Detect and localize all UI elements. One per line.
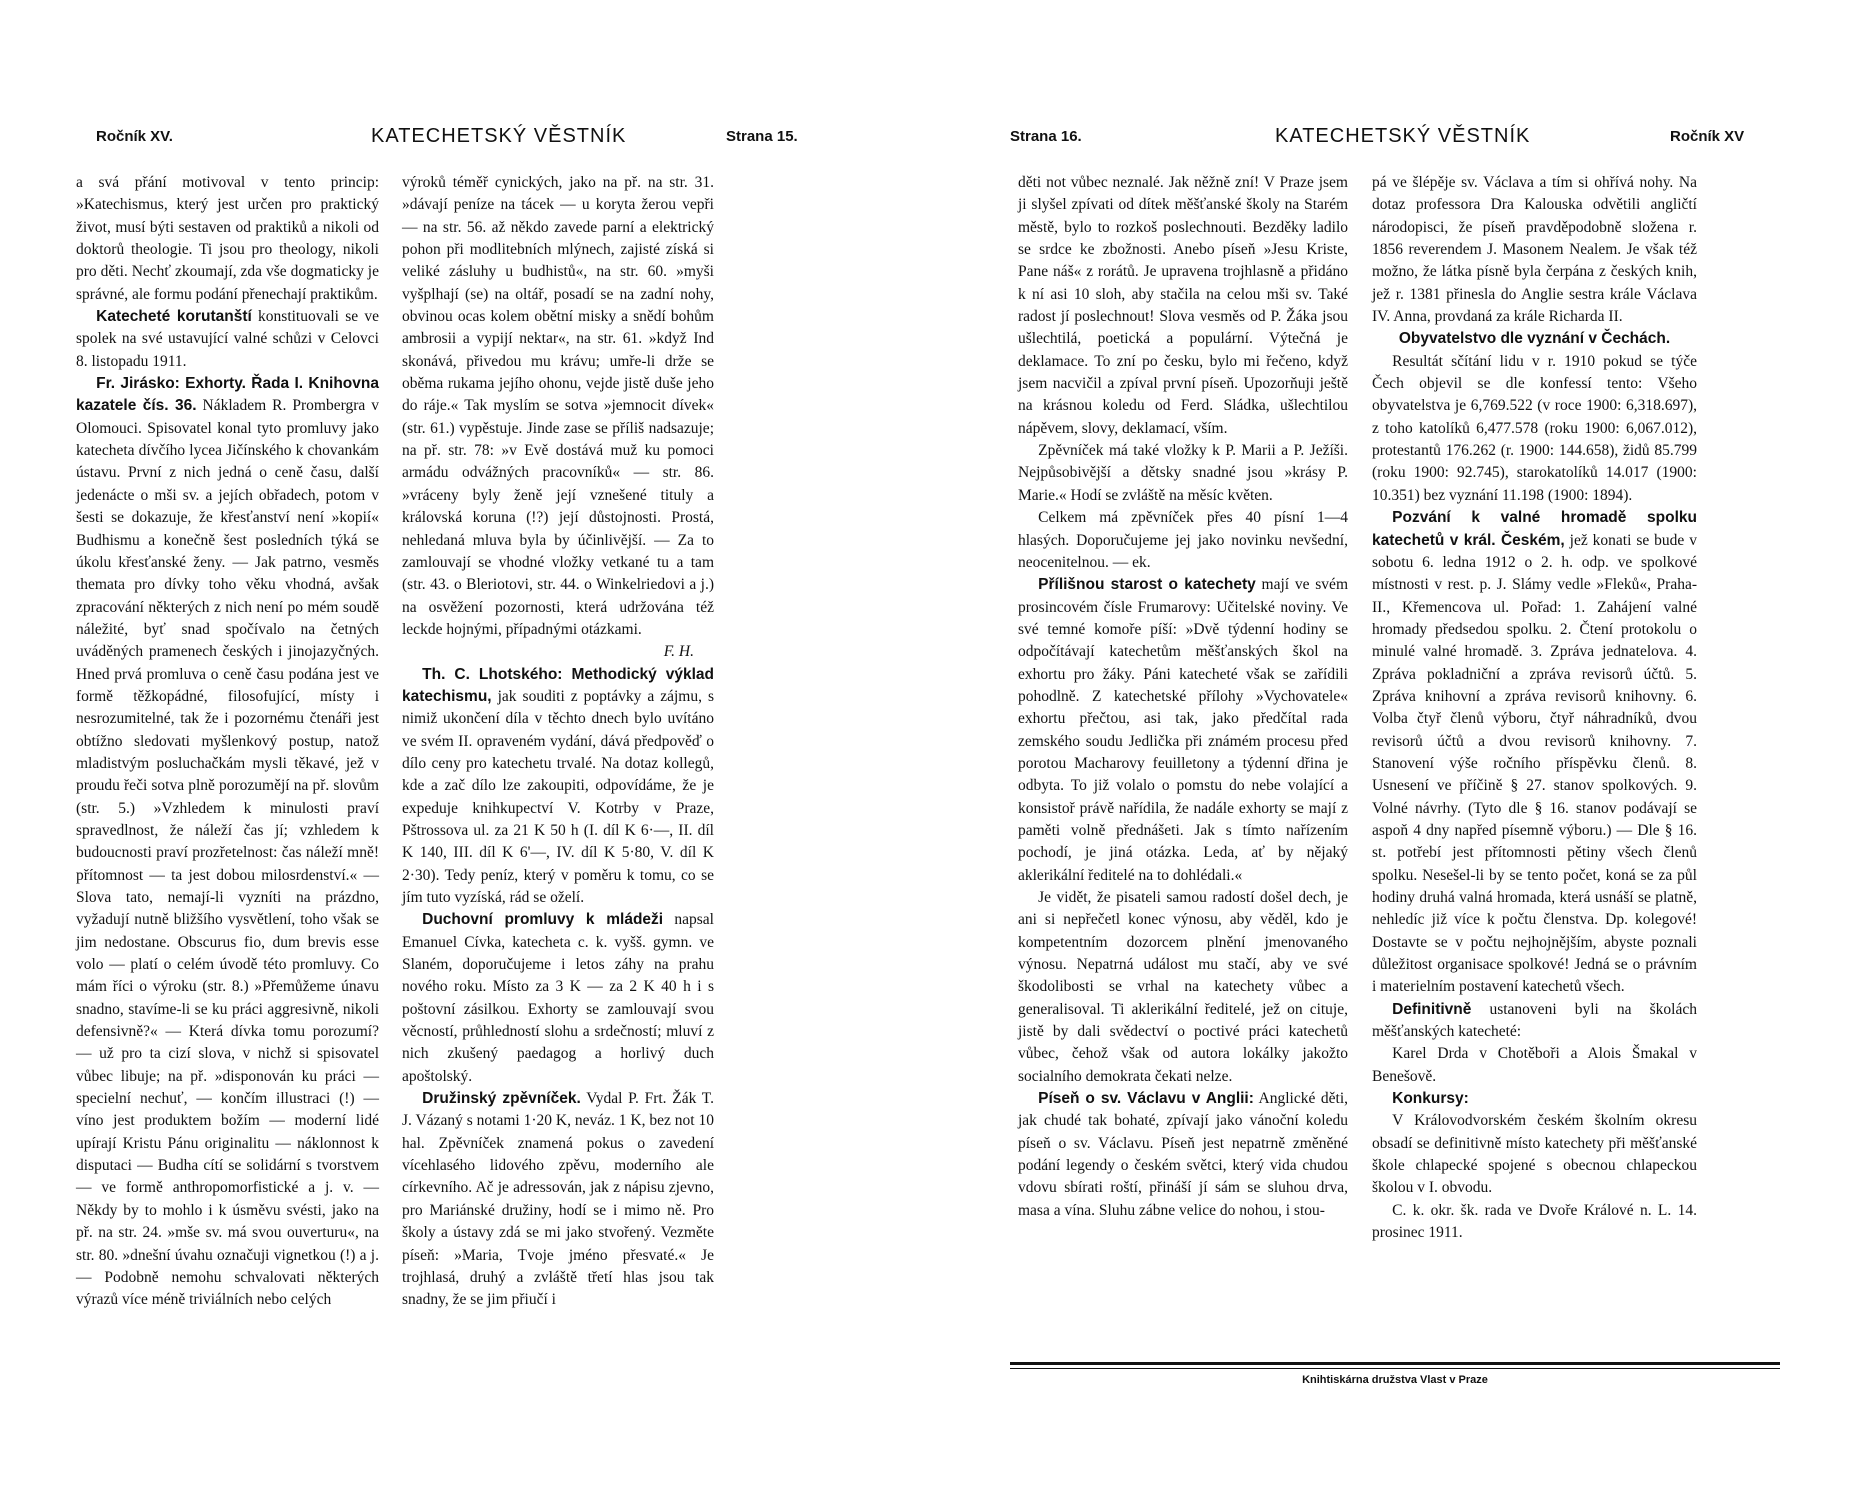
- paragraph: [402, 664, 714, 910]
- paragraph: [1372, 1043, 1697, 1088]
- paragraph-heading: Píseň o sv. Václavu v Anglii:: [1038, 1090, 1254, 1108]
- right-header: [1010, 125, 1760, 153]
- footer-rule: [1010, 1362, 1780, 1369]
- left-column-1: [76, 172, 379, 1312]
- paragraph-text: konstituovali se ve spolek na své ustavující valné schůzi v Celovci 8. listopadu 1911.: [76, 308, 379, 370]
- left-header-strana: Strana 15.: [726, 128, 798, 145]
- paragraph-heading: Družinský zpěvníček.: [422, 1090, 581, 1108]
- paragraph: [1018, 507, 1348, 574]
- paragraph-text: jak souditi z poptávky a zájmu, s nimiž ukončení díla v těchto dnech bylo uvítáno ve svém II. opraveném vydání, dává předpověď o dílo ceny pro katechetu trvalé. Na dotaz kollegů, kde a zač dílo lze zakoupiti, odpovídáme, že je expeduje knihkupectví V. Kotrby v Praze, Pštrossova ul. za 21 K 50 h (I. díl K 6·—, II. díl K 140, III. díl K 6'—, IV. díl K 5·80, V. díl K 2·30). Tedy peníz, který v poměru k tomu, co se jím tuto vyzíská, rád se oželí.: [402, 687, 714, 906]
- paragraph-heading: Fr. Jirásko: Exhorty. Řada I. Knihovna kazatele čís. 36.: [76, 375, 379, 415]
- paragraph-text: a svá přání motivoval v tento princip: »Katechismus, který jest určen pro praktický život, musí býti sestaven od praktiků a nikoli od doktorů theologie. Ti jsou pro theology, nikoli pro děti. Nechť zkoumají, zda vše dogmaticky je správné, ale formu podání přenechají praktikům.: [76, 174, 379, 303]
- paragraph: [402, 172, 714, 641]
- paragraph: [76, 172, 379, 306]
- paragraph-heading: Definitivně: [1392, 1000, 1472, 1018]
- paragraph: [1372, 507, 1697, 999]
- paragraph-text: děti not vůbec neznalé. Jak něžně zní! V Praze jsem ji slyšel zpívati od dítek měšťanské školy na Starém městě, bylo to rozkoš poslechnouti. Bezděky ladilo se srdce ke zbožnosti. Anebo píseň »Jesu Kriste, Pane náš« z rorátů. Je upravena trojhlasně a přidáno k ní asi 10 sloh, aby stačila na celou mši sv. Také radost jí poslechnout! Slova vesměs od P. Žáka jsou ušlechtilá, poetická a populární. Výtečná je deklamace. To zní po česku, bylo mi řečeno, když jsem nacvičil a zpíval první píseň. Upozorňuji ještě na krásnou koledu od Ferd. Sládka, ušlechtilou nápěvem, slovy, deklamací, vším.: [1018, 174, 1348, 437]
- paragraph-heading: Pozvání k valné hromadě spolku katechetů v král. Českém,: [1372, 509, 1697, 549]
- paragraph-text: F. H.: [663, 643, 694, 661]
- paragraph-heading: Duchovní promluvy k mládeži: [422, 911, 664, 929]
- paragraph: [76, 373, 379, 1311]
- right-column-2: [1372, 172, 1697, 1245]
- paragraph-text: V Královodvorském českém školním okresu obsadí se definitivně místo katechety při měšťanské škole chlapecké spojené s obecnou chlapeckou školou v I. obvodu.: [1372, 1112, 1697, 1197]
- paragraph: [1018, 172, 1348, 440]
- paragraph: [402, 1088, 714, 1311]
- paragraph-text: Resultát sčítání lidu v r. 1910 pokud se týče Čech objevil se dle konfessí tento: Všeho obyvatelstva je 6,769.522 (v roce 1900: 6,318.697), z toho katolíků 6,477.578 (roku 1900: 6,067.012), protestantů 176.262 (r. 1900: 144.658), židů 85.799 (roku 1900: 92.745), starokatolíků 14.017 (1900: 10.351) bez vyznání 11.198 (1900: 1894).: [1372, 352, 1697, 504]
- paragraph-text: jež konati se bude v sobotu 6. ledna 1912 o 2. h. odp. ve spolkové místnosti v rest. p. J. Slámy vedle »Fleků«, Praha-II., Křemencova ul. Pořad: 1. Zahájení valné hromady předsedou spolku. 2. Čtení protokolu o minulé valné hromadě. 3. Zpráva jednatelova. 4. Zpráva pokladniční a zpráva revisorů účtů. 5. Zpráva knihovní a zpráva revisorů knihovny. 6. Volba čtyř členů výboru, čtyř náhradníků, dvou revisorů účtů a dvou revisorů knihovny. 7. Stanovení výše ročního příspěvku členů. 8. Usnesení ve příčině § 27. stanov spolkových. 9. Volné návrhy. (Tyto dle § 16. stanov podávají se aspoň 4 dny napřed písemně výboru.) — Dle § 16. st. potřebí jest přítomnosti pětiny všech členů spolku. Nesešel-li by se tento počet, koná se za půl hodiny druhá valná hromada, která usnáší se platně, nehledíc již více k počtu členstva. Dp. kolegové! Dostavte se v počtu nejhojnějším, abyste poznali důležitost organisace spolkové! Jedná se o právním i materielním postavení katechetů všech.: [1372, 531, 1697, 996]
- paragraph-text: Karel Drda v Chotěboři a Alois Šmakal v Benešově.: [1372, 1045, 1697, 1085]
- left-column-2: [402, 172, 714, 1312]
- paragraph-heading: Přílišnou starost o katechety: [1038, 576, 1256, 594]
- left-header: [96, 125, 829, 153]
- paragraph-text: Celkem má zpěvníček přes 40 písní 1—4 hlasých. Doporučujeme jej jako novinku nevšední, neocenitelnou. — ek.: [1018, 509, 1348, 571]
- paragraph: [1372, 999, 1697, 1044]
- paragraph-heading: Obyvatelstvo dle vyznání v Čechách.: [1398, 330, 1671, 348]
- paragraph-text: mají ve svém prosincovém čísle Frumarovy: Učitelské noviny. Ve své temné komoře píší: »Dvě týdenní hodiny se odpočítávají katechetům měšťanských škol na exhortu pro žáky. Páni katecheté však se zařídili pohodlně. Z katechetské přílohy »Vychovatele« exhortu přečtou, asi tak, jako předčítal rada zemského soudu Jedlička při známém procesu před porotou Macharovy feuilletony a týdenní dřina je odbyta. To již volalo o pomstu do nebe volající a konsistoř právě nařídila, že nadále exhorty se mají z paměti volně přednášeti. Jak s tímto nařízením pochodí, je jiná otázka. Leda, ať by nějaký aklerikální ředitelé na to dohlédali.«: [1018, 576, 1348, 884]
- paragraph-text: C. k. okr. šk. rada ve Dvoře Králové n. L. 14. prosinec 1911.: [1372, 1201, 1697, 1242]
- right-header-title: KATECHETSKÝ VĚSTNÍK: [1275, 125, 1531, 147]
- paragraph-text: Nákladem R. Prombergra v Olomouci. Spisovatel konal tyto promluvy jako katecheta dívčího lycea Jičínského k chovankám ústavu. První z nich jedná o ceně času, další jedenácte o mši sv. a jejích obřadech, potom v šesti se dokazuje, že křesťanství není »kopií« Budhismu a konečně šest posledních týká se úkolu křesťanské ženy. — Jak patrno, vesměs themata pro dívky toho věku vhodná, avšak zpracování některých z nich není po mém soudě náležité, byť snad spočívalo na četných uváděných pramenech českých i jinojazyčných. Hned prvá promluva o ceně času podána jest ve formě těžkopádné, filosofující, místy i nesrozumitelné, tak že i pozornému čtenáři jest obtížno sledovati myšlenkový postup, natož mladistvým posluchačkám mysli těkavé, jež v proudu řeči sotva plně porozumějí na př. slovům (str. 5.) »Vzhledem k minulosti praví spravedlnost, že náleží čas jí; vzhledem k budoucnosti praví prozřetelnost: čas náleží mně! přítomnost — ta jest dobou milosrdenství.« — Slova tato, nemají-li vyzníti na prázdno, vyžadují nutně bližšího vysvětlení, toho však se jim nedostane. Obscurus fio, dum brevis esse volo — platí o celém úvodě této promluvy. Co mám říci o výroku (str. 8.) »Přemůžeme únavu snadno, stavíme-li se ku práci aggresivně, nikoli defensivně?« — Která dívka tomu porozumí? — už pro ta cizí slova, v nichž si spisovatel vůbec libuje; na př. »disponován ku práci — specielní nechuť, — končím illustraci (!) — víno jest produktem božím — moderní lidé upírají Kristu Pánu originalitu — náklonnost k disputaci — Budha cítí se solidární s tvorstvem — ve formě anthropomorfistické a j. v. — Někdy by to mohlo i k úsměvu svésti, jako na př. na str. 24. »mše sv. má svou ouverturu«, na str. 80. »dnešní úvahu označuji vignetkou (!) a j. — Podobně nemohu schvalovati některých výrazů více méně triviálních nebo celých: [76, 397, 379, 1309]
- section-heading: [1372, 328, 1697, 350]
- paragraph-heading: Katecheté korutanští: [96, 308, 252, 326]
- paragraph-text: Vydal P. Frt. Žák T. J. Vázaný s notami 1·20 K, neváz. 1 K, bez not 10 hal. Zpěvníček znamená pokus o zavedení vícehlasého lidového zpěvu, moderního ale církevního. Ač je adressován, jak z nápisu zjevno, pro Mariánské družiny, hodí se i mimo ně. Pro školy a ústavy zdá se mi jako stvořený. Vezměte píseň: »Maria, Tvoje jméno přesvaté.« Je trojhlasá, druhý a zvláště třetí hlas jsou tak snadny, že se jim přiučí i: [402, 1090, 714, 1309]
- paragraph-text: Je vidět, že pisateli samou radostí došel dech, je ani si nepřečetl konec výnosu, aby věděl, kdo je kompetentním dozorcem plnění jmenovaného výnosu. Nepatrná událost mu stačí, aby ve své škodolibosti se vrhal na katechety vůbec a generalisoval. Ti aklerikální ředitelé, jež on cituje, jistě by dali svědectví o poctivé práci katechetů vůbec, čehož však od autora lokálky jakožto socialního demokrata čekati nelze.: [1018, 889, 1348, 1085]
- paragraph-text: pá ve šlépěje sv. Václava a tím si ohřívá nohy. Na dotaz professora Dra Kalouska odvětili angličtí národopisci, že píseň pravděpodobně složena r. 1856 reverendem J. Masonem Nealem. Je však též možno, že látka písně byla čerpána z českých knih, jež r. 1381 přinesla do Anglie sestra krále Václava IV. Anna, provdaná za krále Richarda II.: [1372, 174, 1697, 326]
- paragraph-text: Anglické děti, jak chudé tak bohaté, zpívají jako vánoční koledu píseň o sv. Václavu. Píseň jest nepatrně změněné podání legendy o českém světci, který vida chudou vdovu sbírati roští, přináší jí sám se sluhou drva, masa a vína. Sluhu zábne velice do nohou, i stou-: [1018, 1090, 1348, 1219]
- paragraph: [1372, 1088, 1697, 1110]
- left-header-title: KATECHETSKÝ VĚSTNÍK: [371, 125, 627, 147]
- paragraph: [1372, 351, 1697, 507]
- printer-imprint: Knihtiskárna družstva Vlast v Praze: [1302, 1374, 1488, 1386]
- paragraph: [1372, 1110, 1697, 1199]
- paragraph-text: výroků téměř cynických, jako na př. na str. 31. »dávají peníze na tácek — u koryta žerou vepři — na str. 56. až někdo zavede parní a elektrický pohon při modlitebních mlýnech, zajisté získá si veliké zásluhy u budhistů«, na str. 60. »myši vyšplhají (se) na oltář, posadí se na zadní nohy, obvinou ocas kolem obětní misky a snědí bohům ambrosii a vypijí nektar«, na str. 61. »když Ind skonává, přivedou mu krávu; umře-li drže se oběma rukama jejího ohonu, vejde jistě duše jeho do ráje.« Tak myslím se sotva »jemnocit dívek« (str. 61.) vypěstuje. Jinde zase se příliš nadsazuje; na př. str. 78: »v Evě dostává muž ku pomoci armádu odvážných pracovníků« — str. 86. »vráceny byly ženě její vznešené tituly a královská koruna (!?) její důstojnosti. Prostá, nehledaná mluva byla by účinlivější. — Za to zamlouvají se vhodné vložky vetkané tu a tam (str. 43. o Bleriotovi, str. 44. o Winkelriedovi a j.) na osvěžení pozornosti, která udržována též leckde hojnými, případnými otázkami.: [402, 174, 714, 638]
- paragraph: [402, 909, 714, 1088]
- paragraph-heading: Th. C. Lhotského: Methodický výklad katechismu,: [402, 665, 714, 705]
- paragraph: [76, 306, 379, 373]
- signature: [402, 641, 714, 663]
- paragraph-text: ustanoveni byli na školách měšťanských katecheté:: [1372, 1000, 1697, 1041]
- left-header-rocnik: Ročník XV.: [96, 128, 173, 145]
- paragraph: [1018, 887, 1348, 1088]
- paragraph: [1372, 172, 1697, 328]
- right-page: [929, 0, 1858, 1501]
- paragraph: [1018, 574, 1348, 887]
- paragraph-heading: Konkursy:: [1392, 1090, 1469, 1108]
- paragraph: [1018, 440, 1348, 507]
- right-header-rocnik: Ročník XV: [1670, 128, 1745, 145]
- right-header-strana: Strana 16.: [1010, 128, 1082, 145]
- right-column-1: [1018, 172, 1348, 1222]
- paragraph: [1372, 1200, 1697, 1245]
- paragraph: [1018, 1088, 1348, 1222]
- paragraph-text: Zpěvníček má také vložky k P. Marii a P. Ježíši. Nejpůsobivější a dětsky snadné jsou »krásy P. Marie.« Hodí se zvláště na měsíc květen.: [1018, 442, 1348, 504]
- paragraph-text: napsal Emanuel Cívka, katecheta c. k. vyšš. gymn. ve Slaném, doporučujeme i letos záhy na prahu nového roku. Místo za 3 K — za 2 K 40 h i s poštovní zásilkou. Exhorty se zamlouvají svou věcností, průhledností slohu a srdečností; mluví z nich zkušený paedagog a horlivý duch apoštolský.: [402, 911, 714, 1085]
